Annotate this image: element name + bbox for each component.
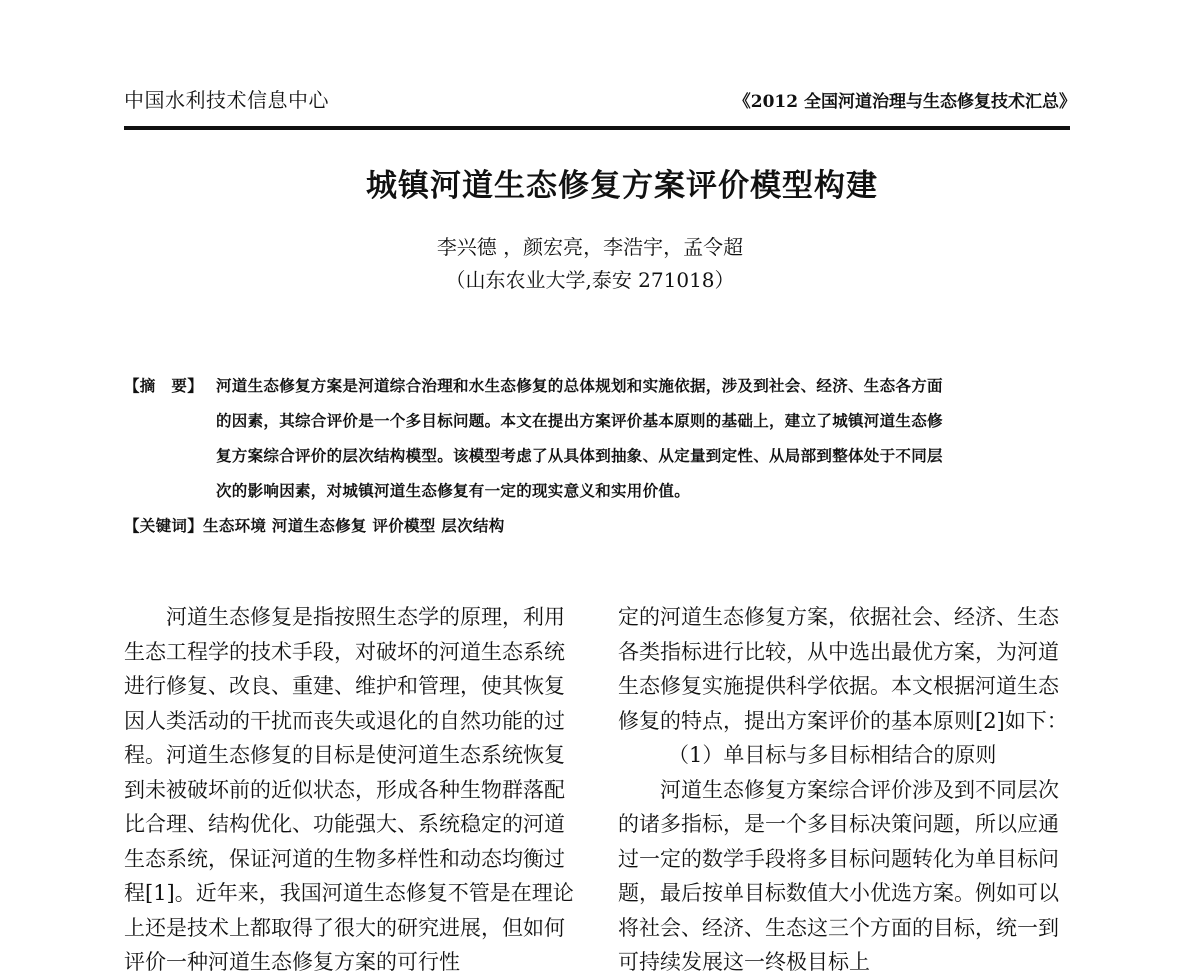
body-line: 将社会、经济、生态这三个方面的目标，统一到 [618,915,1059,940]
body-line: 定的河道生态修复方案，依据社会、经济、生态 [618,605,1059,629]
body-line: 的诸多指标，是一个多目标决策问题，所以应通 [618,812,1059,836]
abstract-line: 复方案综合评价的层次结构模型。该模型考虑了从具体到抽象、从定量到定性、从局部到整体处于不同层 [216,446,943,465]
keywords-text: 生态环境 河道生态修复 评价模型 层次结构 [203,516,505,535]
header-rule [124,126,1070,130]
body-line: 生态修复实施提供科学依据。本文根据河道生态 [618,674,1059,698]
abstract-line: 的因素，其综合评价是一个多目标问题。本文在提出方案评价基本原则的基础上，建立了城镇河道生态修 [216,411,943,430]
body-line: 到未被破坏前的近似状态，形成各种生物群落配 [124,777,565,802]
body-line: 生态系统，保证河道的生物多样性和动态均衡过 [124,846,565,871]
body-line: 生态工程学的技术手段，对破坏的河道生态系统 [124,639,565,664]
header-source: 中国水利技术信息中心 [124,88,329,112]
body-column-left [124,600,574,980]
paper-title: 城镇河道生态修复方案评价模型构建 [366,168,878,204]
body-line: 各类指标进行比较，从中选出最优方案，为河道 [618,639,1059,664]
body-line: 程。河道生态修复的目标是使河道生态系统恢复 [124,743,565,767]
body-line: 过一定的数学手段将多目标问题转化为单目标问 [618,846,1059,871]
body-line: 河道生态修复方案综合评价涉及到不同层次 [660,777,1059,802]
abstract-label: 【摘 要】 [124,376,204,395]
body-line: 可持续发展这一终极目标上 [618,950,870,974]
body-line: 题，最后按单目标数值大小优选方案。例如可以 [618,881,1059,905]
affiliation: （山东农业大学,泰安 271018） [445,268,735,292]
keywords-label: 【关键词】 [124,516,204,535]
body-line: 评价一种河道生态修复方案的可行性 [124,950,460,974]
body-line: 比合理、结构优化、功能强大、系统稳定的河道 [124,812,565,836]
abstract-block [124,368,1064,543]
body-line: 进行修复、改良、重建、维护和管理，使其恢复 [124,674,565,698]
body-line: 修复的特点，提出方案评价的基本原则[2]如下： [618,708,1068,733]
body-column-right [618,600,1068,980]
header-collection: 《2012 全国河道治理与生态修复技术汇总》 [733,92,1076,112]
body-line: 因人类活动的干扰而丧失或退化的自然功能的过 [124,708,565,733]
abstract-line: 次的影响因素，对城镇河道生态修复有一定的现实意义和实用价值。 [216,481,691,500]
body-line: 上还是技术上都取得了很大的研究进展，但如何 [124,915,565,940]
section-heading: （1）单目标与多目标相结合的原则 [668,743,997,767]
body-line: 程[1]。近年来，我国河道生态修复不管是在理论 [124,881,574,905]
keywords-line [124,508,1064,543]
abstract-text: 河道生态修复方案是河道综合治理和水生态修复的总体规划和实施依据，涉及到社会、经济、生态各方面 [216,376,943,395]
abstract-line [124,368,1064,403]
body-line: 河道生态修复是指按照生态学的原理，利用 [166,605,565,629]
authors: 李兴德 ，颜宏亮，李浩宇，孟令超 [436,235,744,259]
